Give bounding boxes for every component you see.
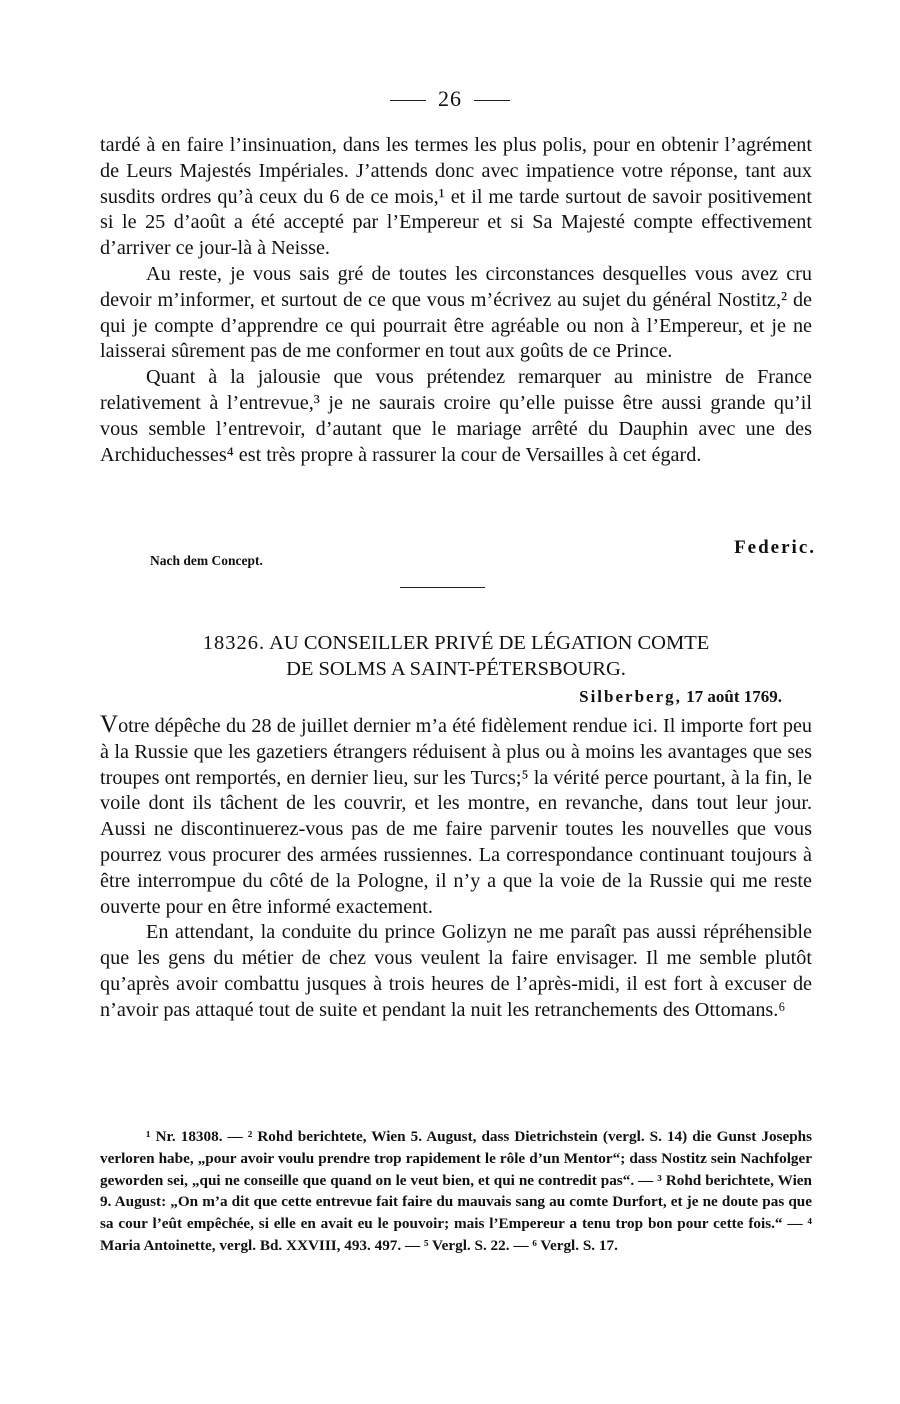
previous-letter-text <box>100 133 812 468</box>
letter-number: 18326. <box>202 632 266 654</box>
letter-title-line-2: DE SOLMS A SAINT-PÉTERSBOURG. <box>286 658 626 680</box>
letter-text <box>100 712 812 1024</box>
dropcap: V <box>100 711 119 738</box>
letter-heading-line-1 <box>100 630 812 656</box>
paragraph-text: otre dépêche du 28 de juillet dernier m’a été fidèlement rendue ici. Il importe fort peu à la Russie que les gazetiers étrangers réduisent à plus ou à moins les avantages que ses troupes ont remportés, en dernier lieu, sur les Turcs;⁵ la vérité perce pourtant, à la fin, le voile dont ils tâchent de les couvrir, et les montre, en revanche, dans tout leur jour. Aussi ne discontinuerez-vous pas de me faire parvenir toutes les nouvelles que vous pourrez vous procurer des armées russiennes. La correspondance continuant toujours à être interrompue du côté de la Pologne, il n’y a que la voie de la Russie qui me reste ouverte pour en être informé exactement. <box>100 715 812 918</box>
dateline <box>579 687 782 707</box>
page-number <box>0 86 900 112</box>
dateline-date: 17 août 1769. <box>686 687 782 706</box>
source-note: Nach dem Concept. <box>150 553 263 568</box>
page-number-value: 26 <box>438 86 462 111</box>
footnotes <box>100 1126 812 1257</box>
footnote-text: ¹ Nr. 18308. — ² Rohd berichtete, Wien 5. August, dass Dietrichstein (vergl. S. 14) die Gunst Josephs verloren habe, „pour avoir voulu prendre trop rapidement le rôle d’un Mentor“; dass Nostitz sein Nachfolger geworden sei, „qui ne conseille que quand on le veut bien, et qui ne contredit pas“. — ³ Rohd berichtete, Wien 9. August: „On m’a dit que cette entrevue fait faire du mauvais sang au comte Durfort, et je ne doute pas que sa cour l’eût empêchée, si elle en avait eu le pouvoir; mais l’Empereur a tenu trop bon pour cette fois.“ — ⁴ Maria Antoinette, vergl. Bd. XXVIII, 493. 497. — ⁵ Vergl. S. 22. — ⁶ Vergl. S. 17. <box>100 1128 812 1254</box>
dateline-place: Silberberg, <box>579 687 682 706</box>
page-number-dash-right <box>474 100 510 101</box>
paragraph: En attendant, la conduite du prince Golizyn ne me paraît pas aussi répréhensible que les gens du métier de chez vous veulent la faire envisager. Il me semble plutôt qu’après avoir combattu jusques à trois heures de l’après-midi, il est fort à excuser de n’avoir pas attaqué tout de suite et pendant la nuit les retranchements des Ottomans.⁶ <box>100 921 812 1021</box>
paragraph: Au reste, je vous sais gré de toutes les circonstances desquelles vous avez cru devoir m’informer, et surtout de ce que vous m’écrivez au sujet du général Nostitz,² de qui je compte d’apprendre ce qui pourrait être agréable ou non à l’Empereur, et je ne laisserai sûrement pas de me conformer en tout aux goûts de ce Prince. <box>100 262 812 363</box>
letter-title-line-1: AU CONSEILLER PRIVÉ DE LÉGATION COMTE <box>269 632 710 654</box>
signature: Federic. <box>734 537 816 558</box>
paragraph: Quant à la jalousie que vous prétendez remarquer au ministre de France relativement à l’entrevue,³ je ne saurais croire qu’elle puisse être aussi grande qu’il vous semble l’entrevoir, d’autant que le mariage arrêté du Dauphin avec une des Archiduchesses⁴ est très propre à rassurer la cour de Versailles à cet égard. <box>100 366 812 466</box>
paragraph: tardé à en faire l’insinuation, dans les termes les plus polis, pour en obtenir l’agrément de Leurs Majestés Impériales. J’attends donc avec impatience votre réponse, tant aux susdits ordres qu’à ceux du 6 de ce mois,¹ et il me tarde surtout de savoir positivement si le 25 d’août a été accepté par l’Empereur et si Sa Majesté compte effectivement d’arriver ce jour-là à Neisse. <box>100 134 812 260</box>
section-separator <box>400 587 485 588</box>
page-number-dash-left <box>390 100 426 101</box>
paragraph <box>100 712 812 920</box>
letter-heading <box>100 630 812 682</box>
